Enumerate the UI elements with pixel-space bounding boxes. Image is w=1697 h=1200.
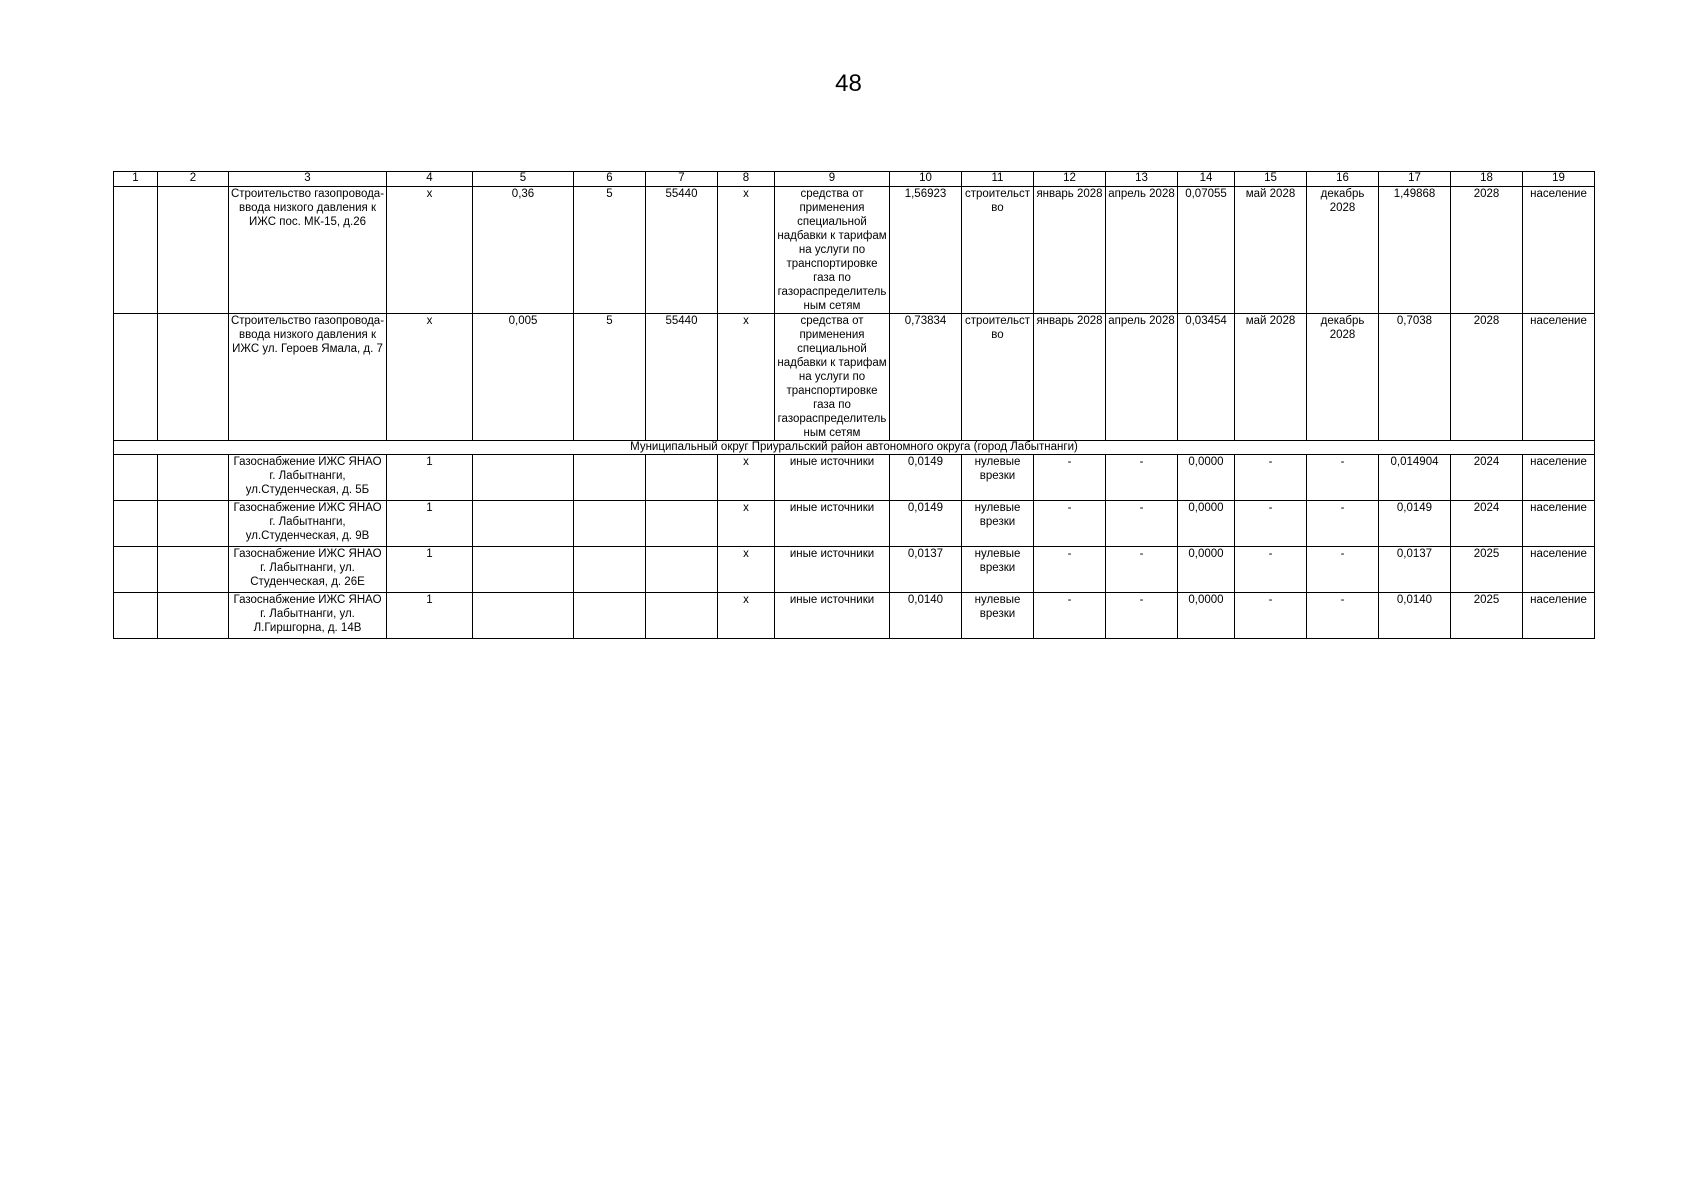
table-cell: апрель 2028 (1106, 187, 1178, 314)
table-cell: строительство (962, 314, 1034, 441)
table-cell: средства от применения специальной надбавки к тарифам на услуги по транспортировке газа по газораспределительным сетям (775, 187, 890, 314)
table-cell: иные источники (775, 593, 890, 639)
table-cell (158, 547, 229, 593)
table-cell (574, 455, 646, 501)
table-cell: январь 2028 (1034, 187, 1106, 314)
table-cell: 1 (387, 547, 473, 593)
table-cell: - (1307, 455, 1379, 501)
table-cell: иные источники (775, 501, 890, 547)
table-cell: x (718, 501, 775, 547)
header-cell: 1 (114, 172, 158, 187)
table-cell: - (1106, 547, 1178, 593)
section-header-row (114, 441, 1595, 455)
header-cell: 8 (718, 172, 775, 187)
header-cell: 4 (387, 172, 473, 187)
table-cell: 0,7038 (1379, 314, 1451, 441)
table-cell: x (718, 593, 775, 639)
table-cell: Газоснабжение ИЖС ЯНАО г. Лабытнанги, ул.Студенческая, д. 5Б (229, 455, 387, 501)
table-cell: 2028 (1451, 314, 1523, 441)
table-cell (574, 501, 646, 547)
table-cell (473, 455, 574, 501)
table-cell: - (1235, 501, 1307, 547)
table-cell: 0,0149 (1379, 501, 1451, 547)
header-cell: 6 (574, 172, 646, 187)
table-cell: - (1106, 455, 1178, 501)
header-cell: 12 (1034, 172, 1106, 187)
table-cell (158, 187, 229, 314)
header-cell: 10 (890, 172, 962, 187)
table-cell: 0,73834 (890, 314, 962, 441)
table-cell: - (1034, 593, 1106, 639)
table-cell: x (718, 314, 775, 441)
table-cell: декабрь 2028 (1307, 314, 1379, 441)
table-cell (158, 501, 229, 547)
table-cell: 0,005 (473, 314, 574, 441)
table-cell: 0,36 (473, 187, 574, 314)
table-cell (473, 593, 574, 639)
table-cell: - (1034, 455, 1106, 501)
table-cell: Газоснабжение ИЖС ЯНАО г. Лабытнанги, ул. Л.Гиршгорна, д. 14В (229, 593, 387, 639)
table-cell (114, 314, 158, 441)
header-cell: 11 (962, 172, 1034, 187)
table-cell: 0,0000 (1178, 547, 1235, 593)
table-cell: 0,0149 (890, 501, 962, 547)
table-cell: 0,03454 (1178, 314, 1235, 441)
table-cell (158, 593, 229, 639)
header-cell: 9 (775, 172, 890, 187)
table-cell (646, 501, 718, 547)
table-cell: население (1523, 501, 1595, 547)
table-cell: май 2028 (1235, 187, 1307, 314)
table-row (114, 547, 1595, 593)
table-row (114, 593, 1595, 639)
table-row (114, 314, 1595, 441)
table-cell: апрель 2028 (1106, 314, 1178, 441)
table-cell: январь 2028 (1034, 314, 1106, 441)
table-cell: - (1307, 501, 1379, 547)
table-cell: 1 (387, 455, 473, 501)
table-cell (114, 593, 158, 639)
table-cell (473, 547, 574, 593)
header-cell: 3 (229, 172, 387, 187)
table-cell: Газоснабжение ИЖС ЯНАО г. Лабытнанги, ул.Студенческая, д. 9В (229, 501, 387, 547)
table-cell: x (718, 187, 775, 314)
table-cell (114, 501, 158, 547)
table-cell: Строительство газопровода-ввода низкого давления к ИЖС пос. МК-15, д.26 (229, 187, 387, 314)
table-cell: 0,0000 (1178, 593, 1235, 639)
header-cell: 15 (1235, 172, 1307, 187)
header-cell: 14 (1178, 172, 1235, 187)
table-cell: 2024 (1451, 501, 1523, 547)
table-cell: нулевые врезки (962, 501, 1034, 547)
header-cell: 13 (1106, 172, 1178, 187)
table-cell: население (1523, 455, 1595, 501)
table-cell: x (718, 547, 775, 593)
table-cell: население (1523, 314, 1595, 441)
table-cell (158, 455, 229, 501)
table-cell: декабрь 2028 (1307, 187, 1379, 314)
table-cell: 2025 (1451, 593, 1523, 639)
table-cell: - (1106, 593, 1178, 639)
table-cell: 0,0140 (1379, 593, 1451, 639)
header-cell: 18 (1451, 172, 1523, 187)
table-row (114, 501, 1595, 547)
table-cell (646, 455, 718, 501)
table-cell: - (1235, 455, 1307, 501)
table-cell: 0,0140 (890, 593, 962, 639)
page-number: 48 (835, 70, 862, 97)
table-cell: 0,0137 (890, 547, 962, 593)
table-cell: 0,0000 (1178, 501, 1235, 547)
table-cell (114, 187, 158, 314)
table-cell (646, 593, 718, 639)
table-cell: Газоснабжение ИЖС ЯНАО г. Лабытнанги, ул. Студенческая, д. 26Е (229, 547, 387, 593)
table-cell: - (1307, 593, 1379, 639)
table-cell: 5 (574, 314, 646, 441)
table-cell: нулевые врезки (962, 455, 1034, 501)
table-cell: 1,49868 (1379, 187, 1451, 314)
column-number-row (114, 172, 1595, 187)
table-cell: 5 (574, 187, 646, 314)
table-cell: население (1523, 593, 1595, 639)
table-row (114, 455, 1595, 501)
table-cell: 55440 (646, 187, 718, 314)
table-cell: 0,0000 (1178, 455, 1235, 501)
table-cell: - (1034, 547, 1106, 593)
table-cell (646, 547, 718, 593)
table-cell: Строительство газопровода-ввода низкого давления к ИЖС ул. Героев Ямала, д. 7 (229, 314, 387, 441)
table-cell: население (1523, 187, 1595, 314)
header-cell: 19 (1523, 172, 1595, 187)
table-cell: 1 (387, 593, 473, 639)
header-cell: 2 (158, 172, 229, 187)
table-cell: 2024 (1451, 455, 1523, 501)
table-cell (473, 501, 574, 547)
table-cell: 0,0149 (890, 455, 962, 501)
table-cell: 55440 (646, 314, 718, 441)
table-cell: x (387, 187, 473, 314)
table-cell: средства от применения специальной надбавки к тарифам на услуги по транспортировке газа по газораспределительным сетям (775, 314, 890, 441)
table-cell: - (1307, 547, 1379, 593)
table-row (114, 187, 1595, 314)
table-cell: строительство (962, 187, 1034, 314)
table-cell: x (718, 455, 775, 501)
table-cell: май 2028 (1235, 314, 1307, 441)
table-cell: 0,014904 (1379, 455, 1451, 501)
table-cell: 0,0137 (1379, 547, 1451, 593)
header-cell: 17 (1379, 172, 1451, 187)
table-cell: иные источники (775, 547, 890, 593)
investment-table (113, 171, 1595, 639)
table-cell: - (1235, 547, 1307, 593)
table-cell: 1 (387, 501, 473, 547)
table-cell: - (1034, 501, 1106, 547)
table-cell (158, 314, 229, 441)
table-cell: 2025 (1451, 547, 1523, 593)
table-cell: иные источники (775, 455, 890, 501)
table-cell: нулевые врезки (962, 547, 1034, 593)
table-cell (574, 593, 646, 639)
table-cell (574, 547, 646, 593)
table-cell (114, 455, 158, 501)
table-cell: x (387, 314, 473, 441)
table-cell: 2028 (1451, 187, 1523, 314)
table-cell: нулевые врезки (962, 593, 1034, 639)
table-cell: - (1106, 501, 1178, 547)
section-title: Муниципальный округ Приуральский район автономного округа (город Лабытнанги) (114, 441, 1595, 455)
table-cell (114, 547, 158, 593)
header-cell: 16 (1307, 172, 1379, 187)
table-cell: - (1235, 593, 1307, 639)
header-cell: 5 (473, 172, 574, 187)
table-cell: 0,07055 (1178, 187, 1235, 314)
table-cell: население (1523, 547, 1595, 593)
table-cell: 1,56923 (890, 187, 962, 314)
header-cell: 7 (646, 172, 718, 187)
